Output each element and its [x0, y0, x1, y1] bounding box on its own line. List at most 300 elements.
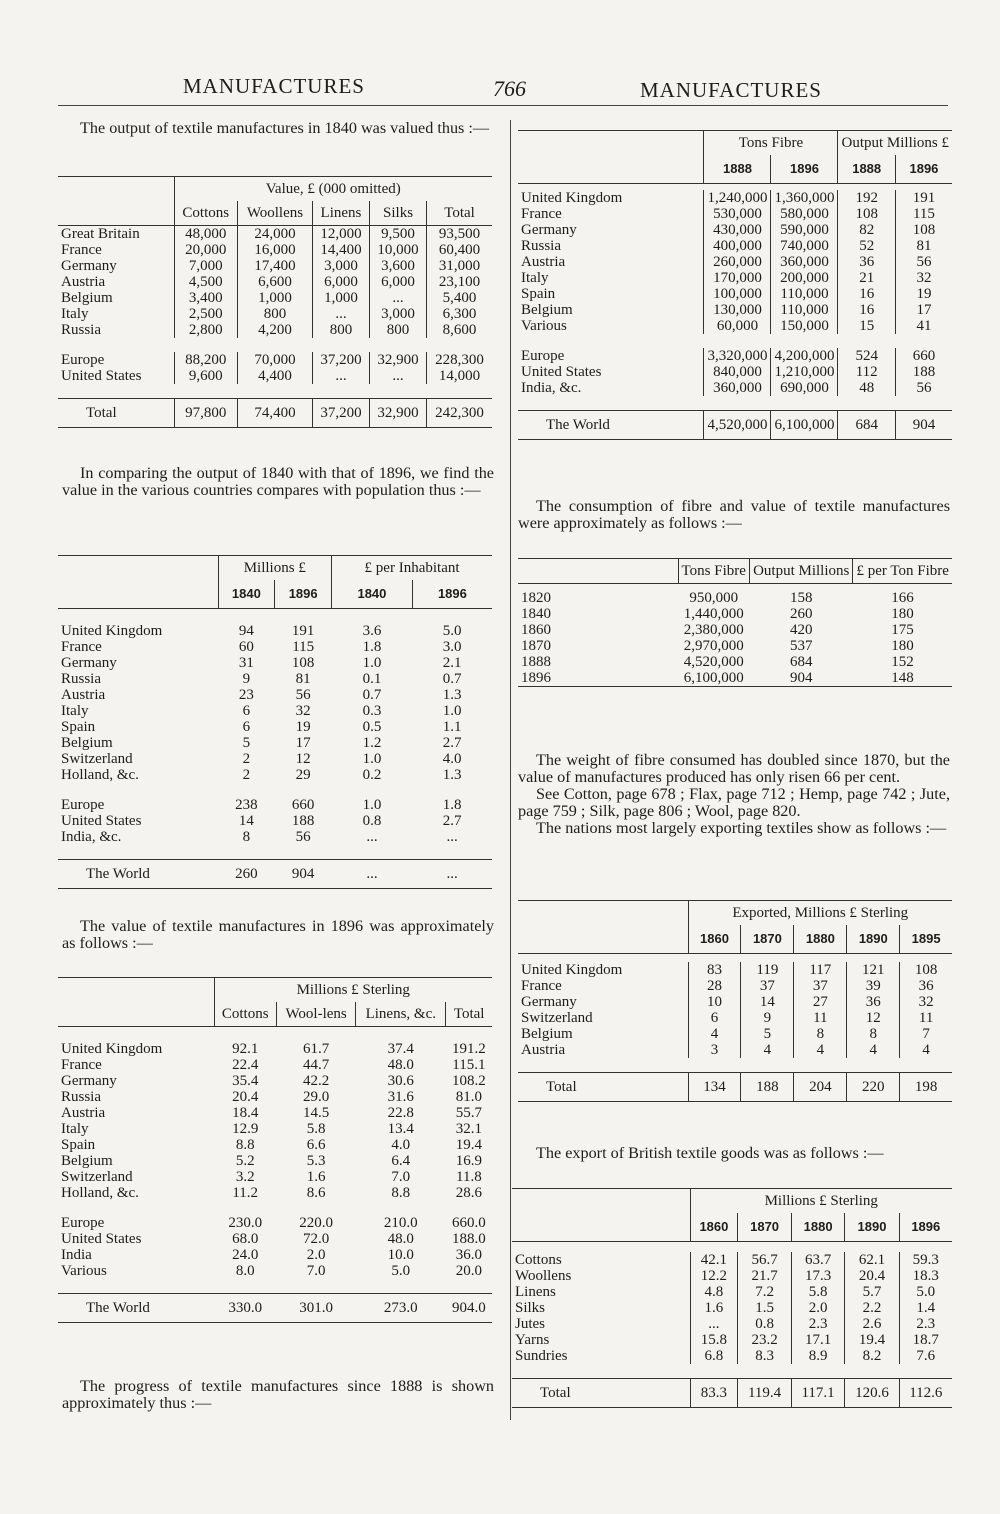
- table-row: [58, 751, 492, 767]
- cell-value: 537: [789, 638, 813, 654]
- cell-value: 48,000: [174, 226, 238, 243]
- cell-value: ...: [370, 290, 427, 306]
- row-label: Austria: [61, 687, 106, 703]
- cell-value: 188.0: [452, 1231, 486, 1247]
- cell-value: 74,400: [238, 399, 313, 428]
- cell-value: 39: [847, 978, 900, 994]
- row-label: Great Britain: [61, 226, 140, 242]
- row-label: Sundries: [515, 1348, 568, 1364]
- col-header-year: 1860: [690, 1213, 738, 1242]
- cell-value: 904.0: [446, 1294, 492, 1323]
- cell-value: 21.7: [738, 1268, 792, 1284]
- table-group-header: £ per Inhabitant: [332, 556, 492, 581]
- paragraph-text: The output of textile manufactures in 1840 was valued thus :—: [80, 119, 490, 137]
- row-label: United States: [61, 368, 142, 384]
- cell-value: 530,000: [704, 206, 771, 222]
- col-header-year: 1870: [738, 1213, 792, 1242]
- cell-value: 2.0: [791, 1300, 845, 1316]
- cell-value: 2.0: [306, 1247, 326, 1263]
- cell-value: 12: [847, 1010, 900, 1026]
- cell-value: 4,520,000: [683, 654, 744, 670]
- table-row: [58, 274, 492, 290]
- cell-value: 4: [794, 1042, 847, 1058]
- page-number: 766: [493, 76, 526, 101]
- cell-value: 32: [895, 270, 952, 286]
- cell-value: 8.8: [391, 1185, 411, 1201]
- cell-value: 400,000: [704, 238, 771, 254]
- paragraph-text: The weight of fibre consumed has doubled since 1870, but the value of manufactures produced has only risen 66 per cent.: [518, 751, 950, 786]
- cell-value: 191: [895, 190, 952, 206]
- col-header-year: 1896: [275, 580, 332, 609]
- cell-value: 684: [789, 654, 813, 670]
- cell-value: 28.6: [455, 1185, 483, 1201]
- cell-value: 112: [838, 364, 895, 380]
- cell-value: 110,000: [771, 302, 838, 318]
- cell-value: ...: [366, 829, 378, 845]
- row-label: 1870: [521, 638, 551, 654]
- total-row: [512, 1379, 952, 1408]
- cell-value: 72.0: [302, 1231, 330, 1247]
- cell-value: 660.0: [452, 1215, 486, 1231]
- row-label: Germany: [61, 258, 117, 274]
- cell-value: 1.0: [362, 655, 382, 671]
- cell-value: 200,000: [771, 270, 838, 286]
- cell-value: 8.8: [235, 1137, 255, 1153]
- cell-value: 1.5: [738, 1300, 792, 1316]
- cell-value: 150,000: [771, 318, 838, 334]
- cell-value: 70,000: [238, 352, 313, 368]
- cell-value: 6,100,000: [678, 670, 749, 687]
- cell-value: 4,520,000: [704, 411, 771, 440]
- table-row: [58, 352, 492, 368]
- table-row: [58, 1153, 492, 1169]
- row-label: Woollens: [515, 1268, 572, 1284]
- cell-value: 1,000: [238, 290, 313, 306]
- cell-value: 36.0: [455, 1247, 483, 1263]
- intro-progress-1888: [62, 1378, 494, 1412]
- cell-value: 100,000: [704, 286, 771, 302]
- cell-value: 97,800: [174, 399, 238, 428]
- table-group-header: Millions £ Sterling: [214, 978, 492, 1003]
- table-row: [58, 306, 492, 322]
- cell-value: 36: [847, 994, 900, 1010]
- cell-value: 31,000: [427, 258, 492, 274]
- cell-value: 92.1: [232, 1041, 259, 1057]
- cell-value: 2.3: [791, 1316, 845, 1332]
- cell-value: 24.0: [232, 1247, 259, 1263]
- row-label: The World: [58, 860, 218, 889]
- cell-value: 9,600: [174, 368, 238, 384]
- cell-value: 166: [891, 590, 914, 606]
- cell-value: 115.1: [452, 1057, 486, 1073]
- cell-value: 14.5: [302, 1105, 330, 1121]
- cell-value: 24,000: [238, 226, 313, 243]
- cell-value: 6,600: [238, 274, 313, 290]
- row-label: Russia: [61, 671, 102, 687]
- cell-value: ...: [332, 860, 413, 889]
- cell-value: 2,800: [174, 322, 238, 338]
- row-label: 1888: [521, 654, 551, 670]
- cell-value: 37: [794, 978, 847, 994]
- row-label: Italy: [61, 306, 89, 322]
- cell-value: 16: [838, 302, 895, 318]
- cell-value: 8.6: [306, 1185, 326, 1201]
- cell-value: 0.1: [362, 671, 382, 687]
- col-header-year: 1880: [794, 925, 847, 954]
- paragraph-text: The nations most largely exporting textiles show as follows :—: [536, 819, 947, 837]
- cell-value: 18.4: [232, 1105, 259, 1121]
- cell-value: 19: [295, 719, 311, 735]
- table-row: [58, 623, 492, 639]
- row-label: 1860: [521, 622, 551, 638]
- col-header: Linens: [312, 201, 369, 226]
- table-row: [512, 1348, 952, 1364]
- col-header: Woollens: [238, 201, 313, 226]
- cell-value: 198: [900, 1073, 952, 1102]
- cell-value: 0.5: [362, 719, 382, 735]
- cell-value: 8: [794, 1026, 847, 1042]
- col-header: Total: [446, 1002, 492, 1027]
- cell-value: 108: [838, 206, 895, 222]
- cell-value: 30.6: [387, 1073, 414, 1089]
- cell-value: 20.4: [845, 1268, 899, 1284]
- cell-value: 330.0: [214, 1294, 276, 1323]
- cell-value: 12: [295, 751, 311, 767]
- row-label: Jutes: [515, 1316, 545, 1332]
- cell-value: 117: [794, 962, 847, 978]
- cell-value: 20.4: [232, 1089, 259, 1105]
- row-label: Austria: [521, 1042, 566, 1058]
- table-row: [58, 655, 492, 671]
- cell-value: 10: [688, 994, 741, 1010]
- cell-value: 83: [688, 962, 741, 978]
- col-header-year: 1840: [332, 580, 413, 609]
- table-group-header: Millions £: [218, 556, 332, 581]
- cell-value: 904: [275, 860, 332, 889]
- cell-value: 6,000: [312, 274, 369, 290]
- cell-value: 13.4: [387, 1121, 414, 1137]
- cell-value: 8.3: [738, 1348, 792, 1364]
- table-row: [58, 1089, 492, 1105]
- cell-value: 1.8: [442, 797, 462, 813]
- cell-value: 19.4: [845, 1332, 899, 1348]
- cell-value: 115: [895, 206, 952, 222]
- row-label: Silks: [515, 1300, 546, 1316]
- row-label: Austria: [521, 254, 566, 270]
- table-group-header: Exported, Millions £ Sterling: [688, 901, 952, 926]
- cell-value: 740,000: [771, 238, 838, 254]
- col-header-year: 1896: [412, 580, 492, 609]
- cell-value: 5.2: [235, 1153, 255, 1169]
- row-label: Austria: [61, 1105, 106, 1121]
- row-label: Europe: [61, 352, 105, 368]
- paragraph-text: See Cotton, page 678 ; Flax, page 712 ; Hemp, page 742 ; Jute, page 759 ; Silk, page 806 ; Wool, page 820.: [518, 785, 950, 820]
- cell-value: 48.0: [387, 1057, 414, 1073]
- cell-value: 117.1: [791, 1379, 845, 1408]
- table-row: [58, 1263, 492, 1279]
- cell-value: 4.8: [690, 1284, 738, 1300]
- table-row: [518, 1042, 952, 1058]
- cell-value: 260: [218, 860, 275, 889]
- row-label: Total: [58, 399, 174, 428]
- cell-value: 60: [238, 639, 254, 655]
- cell-value: 7.0: [391, 1169, 411, 1185]
- total-row: [58, 399, 492, 428]
- row-label: Germany: [61, 1073, 117, 1089]
- cell-value: 360,000: [704, 380, 771, 396]
- cell-value: 242,300: [427, 399, 492, 428]
- table-row: [58, 1231, 492, 1247]
- cell-value: 31: [238, 655, 254, 671]
- cell-value: 5.8: [791, 1284, 845, 1300]
- table-row: [518, 364, 952, 380]
- cell-value: 112.6: [899, 1379, 952, 1408]
- cell-value: 1.1: [442, 719, 462, 735]
- row-label: Total: [512, 1379, 690, 1408]
- cell-value: 32: [295, 703, 311, 719]
- row-label: Cottons: [515, 1252, 562, 1268]
- cell-value: 88,200: [174, 352, 238, 368]
- cell-value: 119.4: [738, 1379, 792, 1408]
- table-row: [512, 1268, 952, 1284]
- header-rule: [58, 105, 948, 106]
- table-row: [58, 703, 492, 719]
- cell-value: 2.7: [442, 813, 462, 829]
- cell-value: 4: [900, 1042, 952, 1058]
- cell-value: ...: [370, 368, 427, 384]
- table-row: [58, 767, 492, 783]
- cell-value: 3,600: [370, 258, 427, 274]
- table-row: [518, 638, 952, 654]
- cell-value: 6,000: [370, 274, 427, 290]
- cell-value: 3.0: [442, 639, 462, 655]
- cell-value: 7: [900, 1026, 952, 1042]
- cell-value: 4: [847, 1042, 900, 1058]
- cell-value: 17: [895, 302, 952, 318]
- cell-value: 11.8: [456, 1169, 482, 1185]
- cell-value: 8,600: [427, 322, 492, 338]
- paragraph-text: The value of textile manufactures in 1896 was approximately as follows :—: [62, 917, 494, 952]
- cell-value: 800: [312, 322, 369, 338]
- cell-value: 660: [291, 797, 315, 813]
- cell-value: 0.8: [362, 813, 382, 829]
- cell-value: 28: [688, 978, 741, 994]
- cell-value: 220: [847, 1073, 900, 1102]
- cell-value: 17.1: [791, 1332, 845, 1348]
- row-label: Italy: [61, 1121, 89, 1137]
- cell-value: 192: [838, 190, 895, 206]
- col-header-year: 1896: [895, 155, 952, 184]
- cell-value: 32.1: [455, 1121, 483, 1137]
- cell-value: 191: [291, 623, 315, 639]
- cell-value: 31.6: [387, 1089, 414, 1105]
- cell-value: 188: [895, 364, 952, 380]
- cell-value: 950,000: [689, 590, 739, 606]
- cell-value: 1.0: [442, 703, 462, 719]
- col-header-year: 1880: [791, 1213, 845, 1242]
- cell-value: 4.0: [442, 751, 462, 767]
- table-group-header: Tons Fibre: [704, 131, 838, 156]
- cell-value: 7.0: [306, 1263, 326, 1279]
- cell-value: 59.3: [899, 1252, 952, 1268]
- intro-british-export: [518, 1145, 950, 1162]
- row-label: Spain: [61, 1137, 96, 1153]
- row-label: India: [61, 1247, 92, 1263]
- cell-value: 14: [238, 813, 254, 829]
- cell-value: 22.8: [387, 1105, 414, 1121]
- table-row: [518, 348, 952, 364]
- cell-value: 170,000: [704, 270, 771, 286]
- row-label: United Kingdom: [521, 190, 623, 206]
- col-header-year: 1890: [845, 1213, 899, 1242]
- row-label: France: [61, 1057, 102, 1073]
- row-label: Italy: [61, 703, 89, 719]
- intro-comparison: [62, 465, 494, 499]
- table-row: [518, 254, 952, 270]
- table-row: [512, 1300, 952, 1316]
- table-row: [518, 380, 952, 396]
- cell-value: 1.0: [362, 797, 382, 813]
- cell-value: 81: [295, 671, 311, 687]
- row-label: United Kingdom: [61, 623, 163, 639]
- cell-value: 81.0: [455, 1089, 483, 1105]
- cell-value: 17.3: [791, 1268, 845, 1284]
- cell-value: 115: [292, 639, 315, 655]
- cell-value: 3.6: [362, 623, 382, 639]
- paragraph-text: The consumption of fibre and value of textile manufactures were approximately as follows :—: [518, 497, 950, 532]
- cell-value: 6: [242, 703, 251, 719]
- row-label: United Kingdom: [521, 962, 623, 978]
- cell-value: 108: [895, 222, 952, 238]
- table-row: [58, 735, 492, 751]
- cell-value: 68.0: [232, 1231, 259, 1247]
- table-row: [58, 1105, 492, 1121]
- cell-value: 0.7: [442, 671, 462, 687]
- cell-value: 56.7: [738, 1252, 792, 1268]
- col-header-year: 1860: [688, 925, 741, 954]
- table-row: [518, 654, 952, 670]
- row-label: The World: [58, 1294, 214, 1323]
- cell-value: 36: [900, 978, 952, 994]
- cell-value: 12,000: [312, 226, 369, 243]
- cell-value: 108.2: [452, 1073, 486, 1089]
- cell-value: 175: [891, 622, 914, 638]
- cell-value: 9: [741, 1010, 794, 1026]
- row-label: Switzerland: [61, 1169, 133, 1185]
- cell-value: 32: [900, 994, 952, 1010]
- cell-value: 134: [688, 1073, 741, 1102]
- cell-value: 230.0: [228, 1215, 263, 1231]
- cell-value: 12.2: [690, 1268, 738, 1284]
- cell-value: 2,380,000: [683, 622, 744, 638]
- col-header: Cottons: [174, 201, 238, 226]
- row-label: Spain: [61, 719, 96, 735]
- intro-1840: [62, 120, 494, 137]
- cell-value: 228,300: [427, 352, 492, 368]
- cell-value: 148: [853, 670, 952, 687]
- cell-value: 108: [900, 962, 952, 978]
- table-row: [518, 962, 952, 978]
- total-row: [58, 1294, 492, 1323]
- col-header: Output Millions: [749, 559, 852, 584]
- table-group-header: Output Millions £: [838, 131, 952, 156]
- cell-value: 22.4: [232, 1057, 259, 1073]
- cell-value: 6.8: [690, 1348, 738, 1364]
- cell-value: 110,000: [771, 286, 838, 302]
- col-header: Total: [427, 201, 492, 226]
- table-row: [58, 1215, 492, 1231]
- cell-value: 684: [838, 411, 895, 440]
- cell-value: 4: [688, 1026, 741, 1042]
- row-label: Spain: [521, 286, 556, 302]
- cell-value: 32,900: [370, 399, 427, 428]
- cell-value: 0.7: [362, 687, 382, 703]
- cell-value: 56: [895, 380, 952, 396]
- cell-value: 3: [688, 1042, 741, 1058]
- paragraph-text: The progress of textile manufactures since 1888 is shown approximately thus :—: [62, 1377, 494, 1412]
- table-row: [512, 1252, 952, 1268]
- cell-value: ...: [446, 829, 458, 845]
- cell-value: 4: [741, 1042, 794, 1058]
- note-fibre-weight: [518, 752, 950, 837]
- cell-value: 1,360,000: [771, 190, 838, 206]
- cell-value: 210.0: [383, 1215, 418, 1231]
- cell-value: 8.0: [235, 1263, 255, 1279]
- table-row: [58, 290, 492, 306]
- table-row: [58, 1247, 492, 1263]
- cell-value: 12.9: [232, 1121, 259, 1137]
- table-nations-exporting: [518, 900, 952, 1102]
- table-row: [518, 622, 952, 638]
- cell-value: 82: [838, 222, 895, 238]
- cell-value: 5: [741, 1026, 794, 1042]
- cell-value: 301.0: [276, 1294, 355, 1323]
- table-row: [58, 797, 492, 813]
- cell-value: 48.0: [387, 1231, 414, 1247]
- total-row: [518, 1073, 952, 1102]
- cell-value: 29.0: [302, 1089, 330, 1105]
- row-label: Various: [521, 318, 567, 334]
- total-row: [58, 860, 492, 889]
- row-label: Belgium: [61, 290, 113, 306]
- cell-value: 1.3: [442, 767, 462, 783]
- row-label: Belgium: [61, 735, 113, 751]
- cell-value: 56: [295, 829, 311, 845]
- col-header: Tons Fibre: [678, 559, 749, 584]
- col-header-year: 1896: [771, 155, 838, 184]
- table-row: [518, 238, 952, 254]
- row-label: Various: [61, 1263, 107, 1279]
- table-row: [58, 1137, 492, 1153]
- row-label: United States: [61, 813, 142, 829]
- row-label: 1840: [521, 606, 551, 622]
- cell-value: 690,000: [771, 380, 838, 396]
- table-row: [512, 1316, 952, 1332]
- cell-value: 42.1: [690, 1252, 738, 1268]
- table-row: [518, 206, 952, 222]
- table-row: [518, 1010, 952, 1026]
- cell-value: 32,900: [370, 352, 427, 368]
- table-row: [58, 813, 492, 829]
- table-row: [512, 1284, 952, 1300]
- cell-value: 188: [741, 1073, 794, 1102]
- table-row: [518, 670, 952, 687]
- cell-value: 55.7: [455, 1105, 483, 1121]
- table-progress-1888-1896: [518, 130, 952, 440]
- cell-value: 2.2: [845, 1300, 899, 1316]
- cell-value: 204: [794, 1073, 847, 1102]
- cell-value: 7,000: [174, 258, 238, 274]
